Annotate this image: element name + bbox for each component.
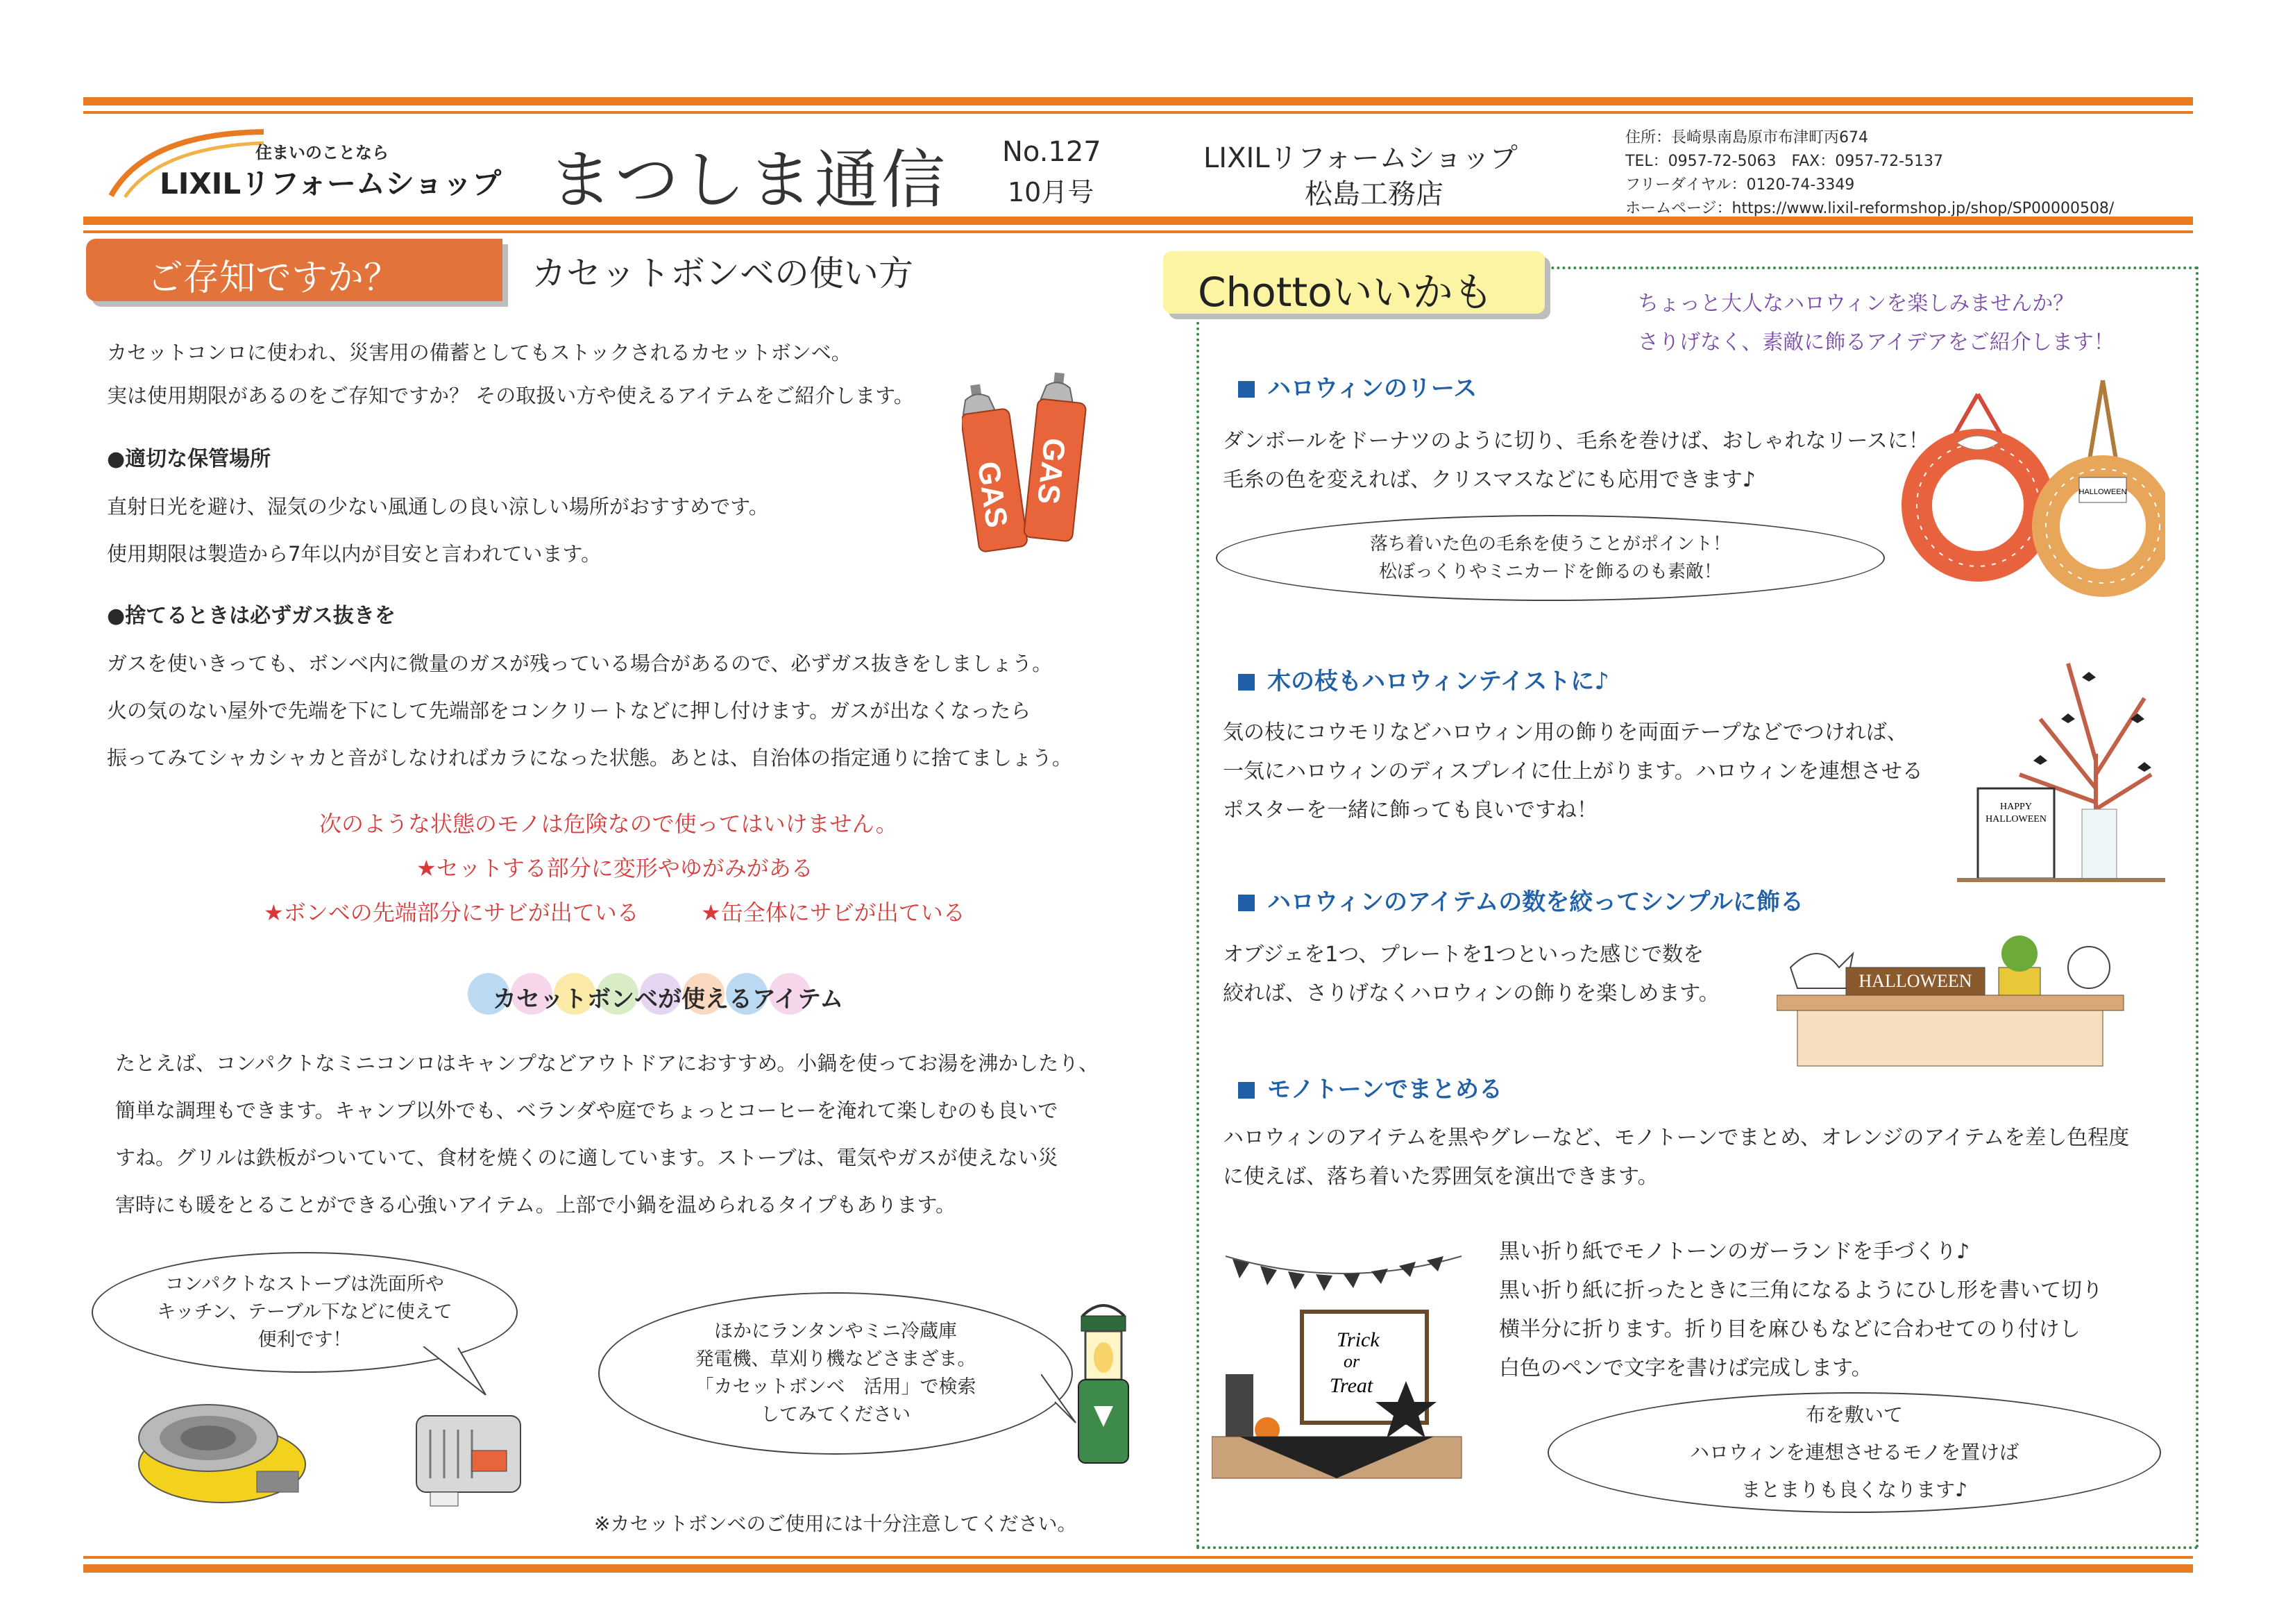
footer-stripe-thin bbox=[83, 1556, 2193, 1559]
right-lead: ちょっと大人なハロウィンを楽しみませんか？ bbox=[1638, 291, 2074, 316]
monotone-display-illustration bbox=[1212, 1242, 1475, 1481]
frame-text: Trick bbox=[1337, 1328, 1380, 1351]
sec4-line: ハロウィンのアイテムを黒やグレーなど、モノトーンでまとめ、オレンジのアイテムを差し色程度 bbox=[1223, 1126, 2130, 1150]
header-top-stripe bbox=[83, 97, 2193, 105]
gas-heater-illustration bbox=[409, 1402, 534, 1513]
section-title-text: ハロウィンのアイテムの数を絞ってシンプルに飾る bbox=[1267, 888, 1804, 916]
shelf-illustration bbox=[1777, 926, 2151, 1072]
storage-heading: ●適切な保管場所 bbox=[107, 447, 271, 471]
wreath-tip-bubble bbox=[1216, 515, 1885, 601]
intro-line: 実は使用期限があるのをご存知ですか？ その取扱い方や使えるアイテムをご紹介します。 bbox=[107, 384, 914, 407]
square-bullet-icon bbox=[1238, 381, 1255, 398]
sec2-line: ポスターを一緒に飾っても良いですね！ bbox=[1223, 798, 1598, 822]
header-top-stripe-thin bbox=[83, 111, 2193, 114]
bubble-line: 落ち着いた色の毛糸を使うことがポイント！ bbox=[1369, 534, 1731, 555]
left-title: カセットボンベの使い方 bbox=[532, 253, 913, 294]
section-title-text: 木の枝もハロウィンテイストに♪ bbox=[1267, 668, 1609, 695]
warning-item: ★ボンベの先端部分にサビが出ている bbox=[264, 899, 639, 926]
sec3-line: オブジェを1つ、プレートを1つといった感じで数を bbox=[1223, 942, 1704, 967]
branch-illustration bbox=[1957, 636, 2165, 893]
bubble-line: コンパクトなストーブは洗面所や bbox=[165, 1274, 444, 1295]
items-heading: カセットボンベが使えるアイテム bbox=[493, 986, 844, 1013]
shop-address: 住所：長崎県南島原市布津町丙674 bbox=[1625, 129, 1868, 146]
bubble-line: まとまりも良くなります♪ bbox=[1741, 1478, 1967, 1501]
intro-line: カセットコンロに使われ、災害用の備蓄としてもストックされるカセットボンベ。 bbox=[107, 341, 852, 364]
disposal-line: 火の気のない屋外で先端を下にして先端部をコンクリートなどに押し付けます。ガスが出なくなったら bbox=[107, 699, 1031, 722]
storage-line: 使用期限は製造から7年以内が目安と言われています。 bbox=[107, 542, 602, 566]
bubble-tail bbox=[416, 1346, 500, 1402]
bubble-line: してみてください bbox=[761, 1404, 911, 1426]
right-lead: さりげなく、素敵に飾るアイデアをご紹介します！ bbox=[1638, 330, 2115, 355]
frame-text: or bbox=[1344, 1351, 1360, 1371]
bubble-line: ハロウィンを連想させるモノを置けば bbox=[1689, 1441, 2019, 1464]
square-bullet-icon bbox=[1238, 1082, 1255, 1099]
warning-item: ★セットする部分に変形やゆがみがある bbox=[416, 855, 813, 881]
bubble-line: 布を敷いて bbox=[1805, 1403, 1903, 1426]
lantern-illustration bbox=[1062, 1295, 1145, 1475]
garland-line: 白色のペンで文字を書けば完成します。 bbox=[1499, 1356, 1872, 1380]
section-title-monotone bbox=[1238, 1070, 1502, 1104]
square-bullet-icon bbox=[1238, 674, 1255, 691]
frame-text: Treat bbox=[1330, 1374, 1373, 1397]
header-bottom-stripe-thin bbox=[83, 230, 2193, 233]
sec4-line: に使えば、落ち着いた雰囲気を演出できます。 bbox=[1223, 1165, 1659, 1189]
left-badge-label: ご存知ですか？ bbox=[147, 257, 400, 299]
garland-line: 横半分に折ります。折り目を麻ひもなどに合わせてのり付けし bbox=[1499, 1317, 2081, 1342]
sec2-line: 気の枝にコウモリなどハロウィン用の飾りを両面テープなどでつければ、 bbox=[1223, 720, 1908, 745]
bubble-line: ほかにランタンやミニ冷蔵庫 bbox=[714, 1321, 957, 1342]
issue-month: 10月号 bbox=[1008, 177, 1094, 208]
newsletter-title: まつしま通信 bbox=[548, 143, 949, 217]
poster-text: HALLOWEEN bbox=[1985, 814, 2047, 824]
sec2-line: 一気にハロウィンのディスプレイに仕上がります。ハロウィンを連想させる bbox=[1223, 759, 1923, 784]
monotone-tip-bubble bbox=[1548, 1392, 2161, 1513]
speech-bubble-search bbox=[598, 1292, 1073, 1455]
sec3-line: 絞れば、さりげなくハロウィンの飾りを楽しめます。 bbox=[1223, 981, 1720, 1006]
logo-name: LIXILリフォームショップ bbox=[160, 167, 502, 201]
logo-tagline: 住まいのことなら bbox=[255, 143, 389, 162]
left-badge bbox=[86, 239, 502, 301]
shop-free-dial: フリーダイヤル：0120-74-3349 bbox=[1625, 176, 1855, 194]
section-title-simple bbox=[1238, 883, 1804, 917]
shop-homepage[interactable]: ホームページ：https://www.lixil-reformshop.jp/shop/SP00000508/ bbox=[1625, 200, 2115, 217]
shop-name: LIXILリフォームショップ bbox=[1203, 142, 1518, 174]
disposal-line: 振ってみてシャカシャカと音がしなければカラになった状態。あとは、自治体の指定通りに捨てましょう。 bbox=[107, 746, 1072, 770]
bubble-line: 便利です！ bbox=[257, 1329, 352, 1351]
shop-branch: 松島工務店 bbox=[1305, 178, 1443, 210]
shop-tel-fax: TEL：0957-72-5063 FAX：0957-72-5137 bbox=[1625, 153, 1944, 170]
section-title-text: モノトーンでまとめる bbox=[1267, 1076, 1502, 1103]
shop-contact bbox=[1625, 126, 2114, 221]
gas-can-label: GAS bbox=[970, 459, 1014, 530]
garland-line: 黒い折り紙でモノトーンのガーランドを手づくり♪ bbox=[1499, 1240, 1970, 1264]
wreath-illustration bbox=[1902, 373, 2165, 609]
mini-stove-illustration bbox=[132, 1395, 312, 1513]
bubble-line: 松ぼっくりやミニカードを飾るのも素敵！ bbox=[1378, 561, 1722, 582]
disposal-line: ガスを使いきっても、ボンベ内に微量のガスが残っている場合があるので、必ずガス抜きをしましょう。 bbox=[107, 652, 1053, 675]
bubble-line: 発電機、草刈り機などさまざま。 bbox=[695, 1348, 976, 1370]
right-badge-label: Chottoいいかも bbox=[1198, 269, 1493, 316]
footer-stripe bbox=[83, 1564, 2193, 1573]
right-badge bbox=[1163, 251, 1545, 314]
section-title-wreath bbox=[1238, 369, 1477, 403]
section-title-branch bbox=[1238, 662, 1609, 696]
items-line: たとえば、コンパクトなミニコンロはキャンプなどアウトドアにおすすめ。小鍋を使ってお湯を沸かしたり、 bbox=[115, 1051, 1099, 1075]
wreath-card-text: HALLOWEEN bbox=[2078, 488, 2127, 496]
caution-note: ※カセットボンベのご使用には十分注意してください。 bbox=[594, 1512, 1077, 1535]
warning-lead: 次のような状態のモノは危険なので使ってはいけません。 bbox=[319, 811, 898, 837]
items-line: すね。グリルは鉄板がついていて、食材を焼くのに適しています。ストーブは、電気やガスが使えない災 bbox=[115, 1146, 1058, 1169]
disposal-heading: ●捨てるときは必ずガス抜きを bbox=[107, 604, 396, 628]
sec1-line: ダンボールをドーナツのように切り、毛糸を巻けば、おしゃれなリースに！ bbox=[1223, 429, 1929, 453]
gas-can-label: GAS bbox=[1031, 436, 1072, 506]
items-line: 簡単な調理もできます。キャンプ以外でも、ベランダや庭でちょっとコーヒーを淹れて楽しむのも良いで bbox=[115, 1099, 1058, 1122]
poster-text: HAPPY bbox=[2000, 802, 2032, 812]
issue-number: No.127 bbox=[1002, 136, 1101, 168]
halloween-sign-text: HALLOWEEN bbox=[1858, 971, 1972, 991]
warning-item: ★缶全体にサビが出ている bbox=[701, 899, 965, 926]
garland-line: 黒い折り紙に折ったときに三角になるようにひし形を書いて切り bbox=[1499, 1278, 2103, 1303]
bubble-line: 「カセットボンベ 活用」で検索 bbox=[695, 1376, 976, 1398]
storage-line: 直射日光を避け、湿気の少ない風通しの良い涼しい場所がおすすめです。 bbox=[107, 495, 769, 518]
items-line: 害時にも暖をとることができる心強いアイテム。上部で小鍋を温められるタイプもあります。 bbox=[115, 1193, 956, 1217]
bubble-line: キッチン、テーブル下などに使えて bbox=[157, 1301, 452, 1323]
sec1-line: 毛糸の色を変えれば、クリスマスなどにも応用できます♪ bbox=[1223, 468, 1756, 492]
gas-can-illustration bbox=[962, 368, 1101, 562]
square-bullet-icon bbox=[1238, 895, 1255, 911]
section-title-text: ハロウィンのリース bbox=[1267, 375, 1477, 403]
